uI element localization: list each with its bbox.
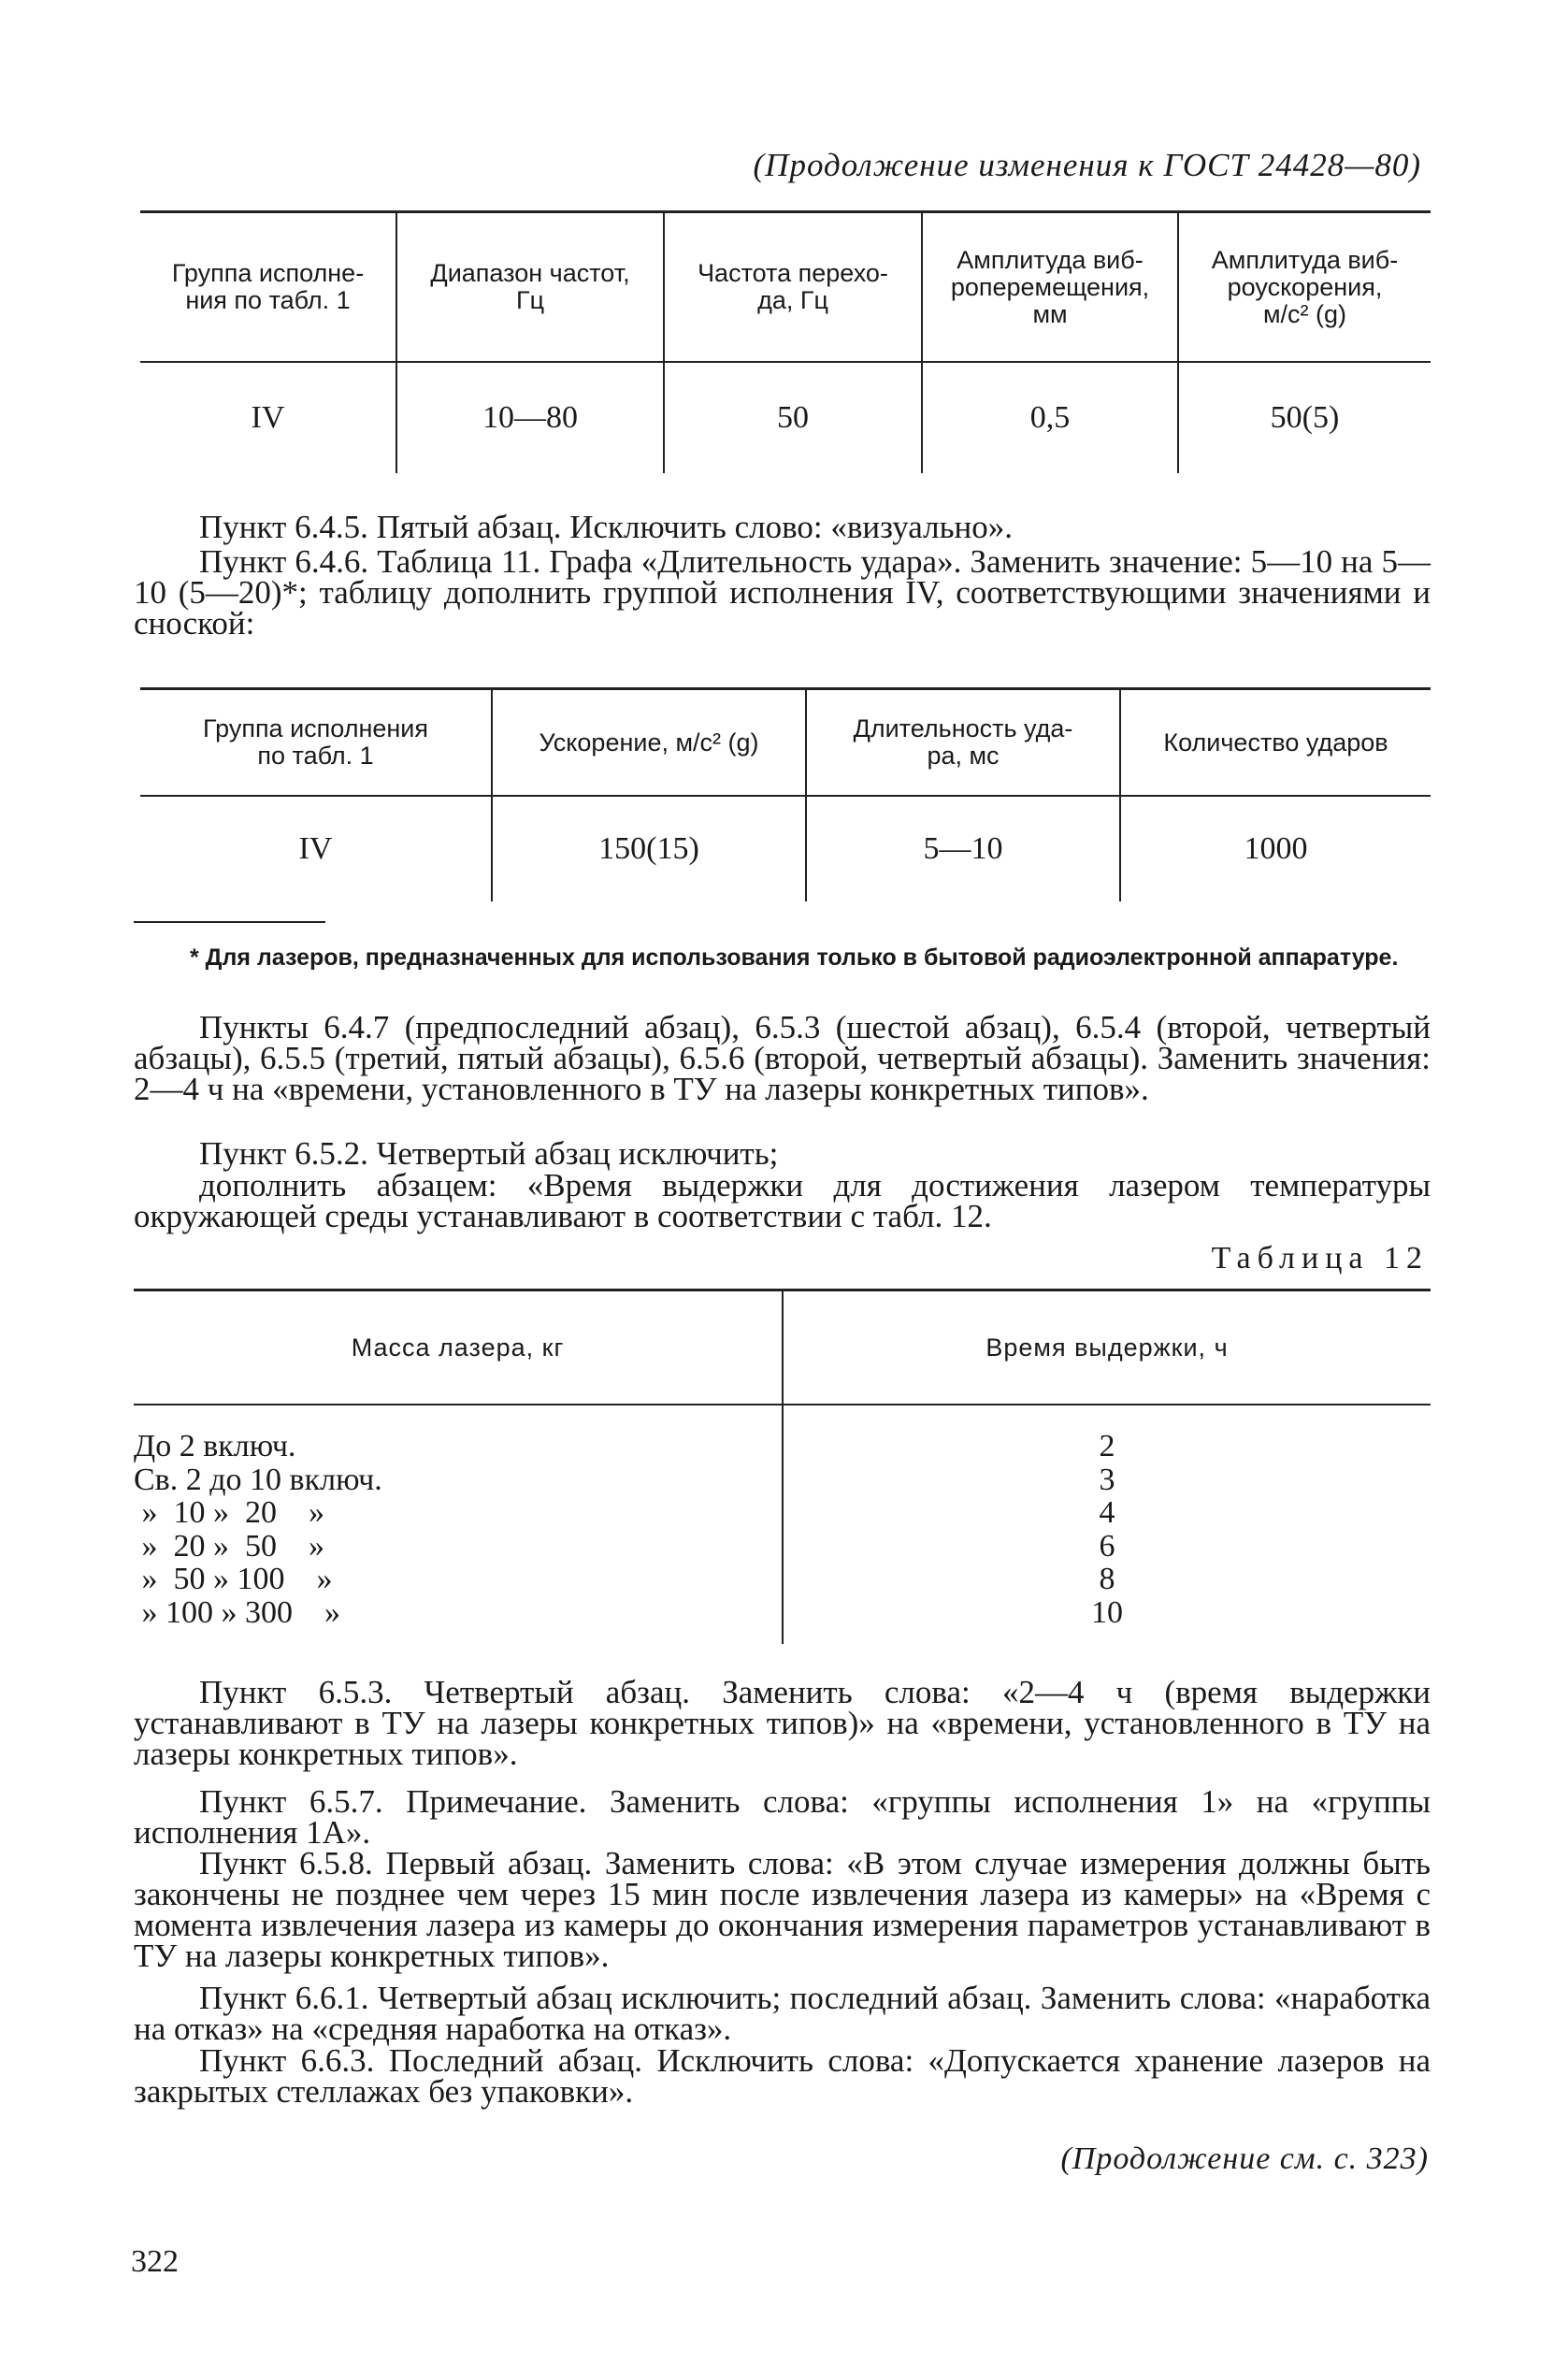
- table-row: [134, 1562, 1431, 1595]
- footnote-rule: [134, 921, 325, 923]
- time-cell: 2: [1099, 1429, 1115, 1463]
- continued-note: (Продолжение см. с. 323): [1060, 2141, 1429, 2176]
- table-body: [134, 1429, 1431, 1628]
- paragraph-text: Пункт 6.4.6. Таблица 11. Графа «Длительность удара». Заменить значение: 5—10 на 5—10 (5—20)*; таблицу дополнить группой исполнения IV, соответствующими значениями и сноской:: [134, 543, 1431, 641]
- time-cell: 10: [1091, 1594, 1123, 1630]
- table-header-cell: [140, 212, 396, 363]
- table-row: [140, 362, 1431, 473]
- table-header-cell: [396, 212, 664, 363]
- paragraph-text: Пункт 6.4.5. Пятый абзац. Исключить слово: «визуально».: [199, 509, 1014, 545]
- header-text: Длительность уда- ра, мс: [853, 714, 1073, 770]
- paragraph: [134, 2042, 1431, 2110]
- paragraph: [134, 1135, 1431, 1172]
- table-header-cell: [922, 212, 1178, 363]
- mass-cell: » 100 » 300 »: [134, 1594, 340, 1630]
- paragraph: [134, 509, 1431, 545]
- time-cell: 6: [1099, 1528, 1115, 1564]
- table-cell: 150(15): [492, 796, 806, 901]
- paragraph: [134, 1845, 1431, 1974]
- time-cell: 8: [1099, 1562, 1115, 1596]
- paragraph-text: Пункт 6.5.7. Примечание. Заменить слова: «группы исполнения 1» на «группы исполнения 1А».: [134, 1783, 1431, 1851]
- page-number: 322: [131, 2244, 179, 2279]
- running-head: (Продолжение изменения к ГОСТ 24428—80): [753, 147, 1421, 183]
- table-row: [134, 1463, 1431, 1496]
- table-cell: 1000: [1120, 796, 1431, 901]
- mass-cell: Св. 2 до 10 включ.: [134, 1462, 382, 1497]
- table-cell: 0,5: [922, 362, 1178, 473]
- paragraph-text: Пункт 6.5.8. Первый абзац. Заменить слова: «В этом случае измерения должны быть закончены не позднее чем через 15 мин после извлечения лазера из камеры» на «Время с момента извлечения лазера из камеры до окончания измерения параметров устанавливают в ТУ на лазеры конкретных типов».: [134, 1845, 1431, 1974]
- header-text: Ускорение, м/с² (g): [539, 728, 759, 757]
- table-cell: IV: [298, 831, 333, 866]
- table-header-cell: [1178, 212, 1431, 363]
- table-header-cell: Масса лазера, кг: [351, 1333, 565, 1362]
- mass-cell: » 10 » 20 »: [134, 1495, 324, 1530]
- table-header-cell: [140, 689, 492, 797]
- table-header-cell: [1120, 689, 1431, 797]
- paragraph-text: дополнить абзацем: «Время выдержки для достижения лазером температуры окружающей среды устанавливают в соответствии с табл. 12.: [134, 1167, 1431, 1234]
- time-cell: 4: [1099, 1495, 1115, 1530]
- table-row: [140, 796, 1431, 901]
- table-header-row: [140, 689, 1431, 797]
- table-header-row: [140, 212, 1431, 363]
- header-text: Группа исполнения по табл. 1: [203, 714, 428, 770]
- table-cell: 50: [664, 362, 922, 473]
- paragraph: [134, 1783, 1431, 1851]
- mass-cell: До 2 включ.: [134, 1429, 296, 1463]
- vibration-table: [140, 210, 1431, 473]
- table-row: [134, 1495, 1431, 1529]
- table-caption: Таблица 12: [1211, 1241, 1429, 1276]
- paragraph-text: Пункты 6.4.7 (предпоследний абзац), 6.5.3 (шестой абзац), 6.5.4 (второй, четвертый абзацы), 6.5.5 (третий, пятый абзацы), 6.5.6 (второй, четвертый абзацы). Заменить значения: 2—4 ч на «времени, установленного в ТУ на лазеры конкретных типов».: [134, 1009, 1431, 1107]
- paragraph-text: Пункт 6.5.2. Четвертый абзац исключить;: [199, 1135, 779, 1172]
- paragraph: [134, 1980, 1431, 2047]
- header-text: Амплитуда виб- роускорения, м/с² (g): [1211, 245, 1399, 328]
- table-header-cell: Время выдержки, ч: [985, 1333, 1229, 1362]
- footnote: [134, 944, 1431, 971]
- footnote-text: * Для лазеров, предназначенных для использования только в бытовой радиоэлектронной аппаратуре.: [190, 944, 1399, 971]
- table-header-cell: [664, 212, 922, 363]
- paragraph: [134, 1009, 1431, 1107]
- time-cell: 3: [1099, 1462, 1115, 1497]
- paragraph: [134, 1674, 1431, 1772]
- paragraph-text: Пункт 6.5.3. Четвертый абзац. Заменить слова: «2—4 ч (время выдержки устанавливают в ТУ на лазеры конкретных типов)» на «времени, установленного в ТУ на лазеры конкретных типов».: [134, 1674, 1431, 1772]
- header-text: Диапазон частот, Гц: [430, 259, 630, 314]
- table-cell: IV: [251, 400, 285, 435]
- paragraph-text: Пункт 6.6.1. Четвертый абзац исключить; последний абзац. Заменить слова: «наработка на отказ» на «средняя наработка на отказ».: [134, 1980, 1431, 2047]
- mass-cell: » 50 » 100 »: [134, 1562, 333, 1596]
- paragraph: [134, 1167, 1431, 1234]
- paragraph-text: Пункт 6.6.3. Последний абзац. Исключить слова: «Допускается хранение лазеров на закрытых стеллажах без упаковки».: [134, 2042, 1431, 2110]
- header-text: Количество ударов: [1163, 728, 1388, 757]
- table-row: [134, 1529, 1431, 1563]
- table-row: [134, 1429, 1431, 1463]
- header-text: Частота перехо- да, Гц: [698, 259, 888, 314]
- table-cell: 10—80: [396, 362, 664, 473]
- table-cell: 5—10: [806, 796, 1120, 901]
- mass-cell: » 20 » 50 »: [134, 1528, 324, 1564]
- header-text: Амплитуда виб- роперемещения, мм: [950, 245, 1150, 328]
- shock-table: [140, 687, 1431, 901]
- header-text: Группа исполне- ния по табл. 1: [171, 259, 365, 314]
- paragraph: [134, 543, 1431, 641]
- table-header-cell: [806, 689, 1120, 797]
- table-cell: 50(5): [1178, 362, 1431, 473]
- table-header-cell: [492, 689, 806, 797]
- table-row: [134, 1595, 1431, 1629]
